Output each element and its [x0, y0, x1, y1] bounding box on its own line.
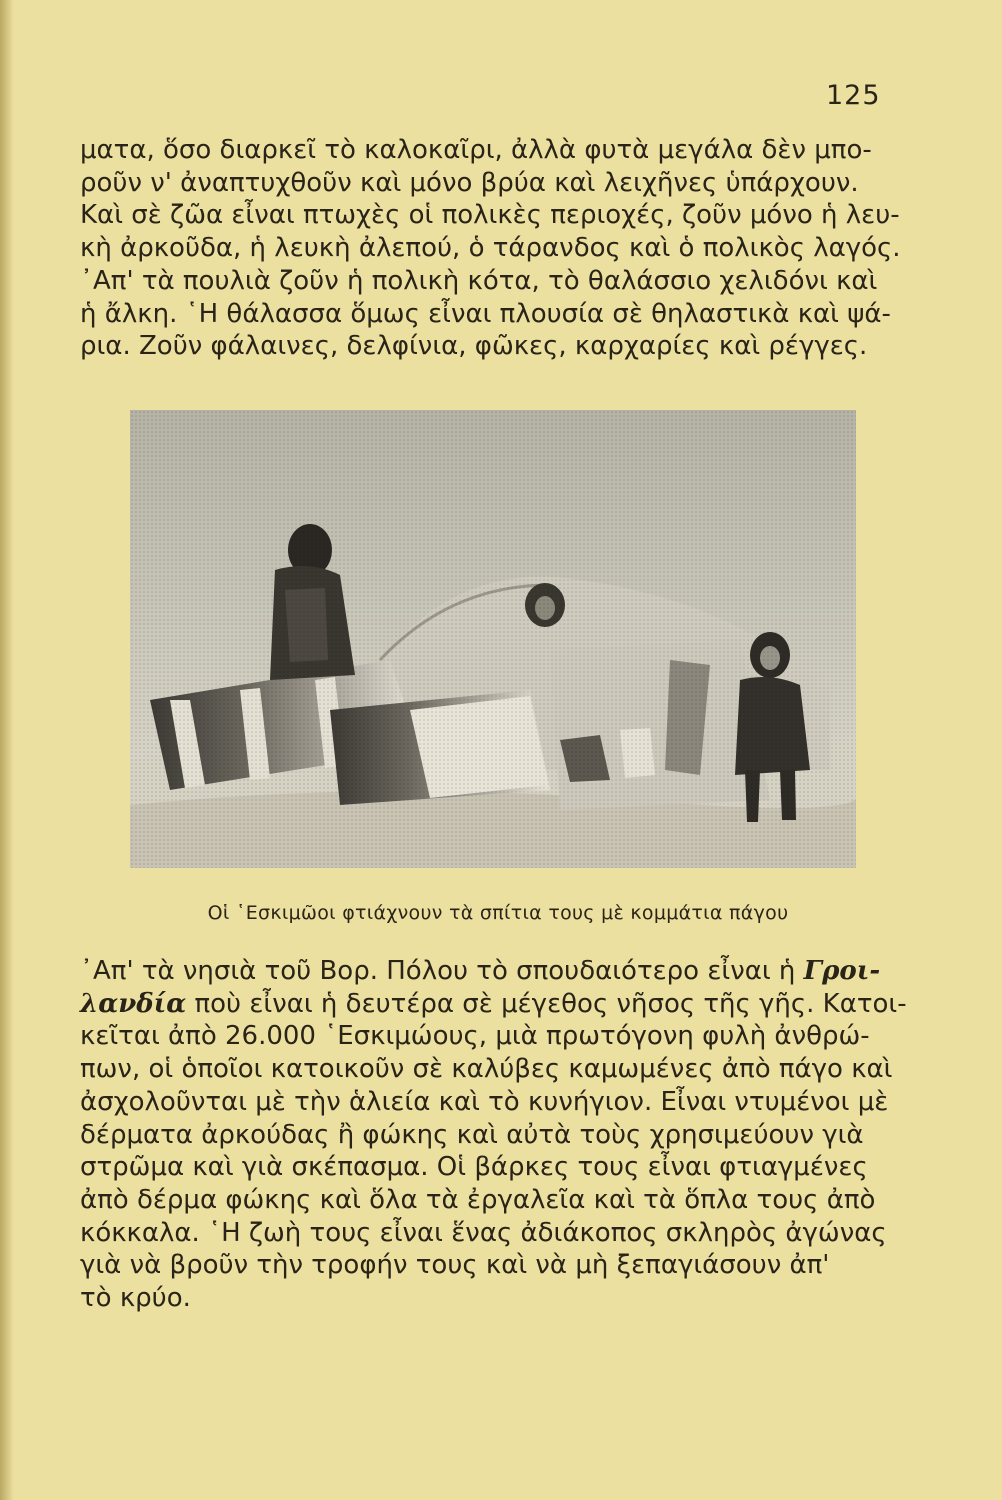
- text-line: ᾿Απ' τὰ πουλιὰ ζοῦν ἡ πολικὴ κότα, τὸ θαλάσσιο χελιδόνι καὶ: [80, 265, 878, 296]
- text-line: ματα, ὅσο διαρκεῖ τὸ καλοκαῖρι, ἀλλὰ φυτὰ μεγάλα δὲν μπο-: [80, 135, 872, 165]
- text-line: [80, 955, 916, 988]
- text-line: ἀσχολοῦνται μὲ τὴν ἁλιεία καὶ τὸ κυνήγιον. Εἶναι ντυμένοι μὲ: [80, 1086, 889, 1117]
- text-line: πων, οἱ ὁποῖοι κατοικοῦν σὲ καλύβες καμωμένες ἀπὸ πάγο καὶ: [80, 1054, 893, 1085]
- text-line: δέρματα ἀρκούδας ἢ φώκης καὶ αὐτὰ τοὺς χρησιμεύουν γιὰ: [80, 1119, 864, 1150]
- top-paragraph: [80, 134, 916, 363]
- text-line: κεῖται ἀπὸ 26.000 ῾Εσκιμώους, μιὰ πρωτόγονη φυλὴ ἀνθρώ-: [80, 1021, 870, 1052]
- text-line: [80, 988, 916, 1021]
- text-line: ρια. Ζοῦν φάλαινες, δελφίνια, φῶκες, καρχαρίες καὶ ρέγγες.: [80, 331, 868, 362]
- text-line: κόκκαλα. ῾Η ζωὴ τους εἶναι ἕνας ἀδιάκοπος σκληρὸς ἀγώνας: [80, 1217, 887, 1248]
- text-line: ἡ ἄλκη. ῾Η θάλασσα ὅμως εἶναι πλουσία σὲ θηλαστικὰ καὶ ψά-: [80, 298, 891, 329]
- text-line: ροῦν ν' ἀναπτυχθοῦν καὶ μόνο βρύα καὶ λειχῆνες ὑπάρχουν.: [80, 167, 859, 198]
- text-segment: ᾿Απ' τὰ νησιὰ τοῦ Βορ. Πόλου τὸ σπουδαιότερο εἶναι ἡ: [80, 956, 804, 986]
- text-line: ἀπὸ δέρμα φώκης καὶ ὅλα τὰ ἐργαλεῖα καὶ τὰ ὅπλα τους ἀπὸ: [80, 1184, 876, 1215]
- text-line: κὴ ἀρκοῦδα, ἡ λευκὴ ἀλεπού, ὁ τάρανδος καὶ ὁ πολικὸς λαγός.: [80, 233, 901, 264]
- text-line: Καὶ σὲ ζῶα εἶναι πτωχὲς οἱ πολικὲς περιοχές, ζοῦν μόνο ἡ λευ-: [80, 200, 900, 231]
- place-name-term: λανδία: [80, 988, 187, 1019]
- page-number: 125: [826, 80, 881, 111]
- text-segment: ποὺ εἶναι ἡ δευτέρα σὲ μέγεθος νῆσος τῆς γῆς. Κατοι-: [186, 988, 907, 1019]
- eskimo-igloo-photo: [130, 410, 856, 868]
- bottom-paragraph: [80, 955, 916, 1315]
- page-edge: [0, 0, 14, 1500]
- text-line: γιὰ νὰ βροῦν τὴν τροφήν τους καὶ νὰ μὴ ξεπαγιάσουν ἀπ': [80, 1250, 830, 1281]
- place-name-term: Γροι-: [803, 956, 881, 986]
- text-line: στρῶμα καὶ γιὰ σκέπασμα. Οἱ βάρκες τους εἶναι φτιαγμένες: [80, 1152, 868, 1183]
- figure-caption: Οἱ ῾Εσκιμῶοι φτιάχνουν τὰ σπίτια τους μὲ κομμάτια πάγου: [207, 902, 789, 924]
- text-line: τὸ κρύο.: [80, 1283, 191, 1314]
